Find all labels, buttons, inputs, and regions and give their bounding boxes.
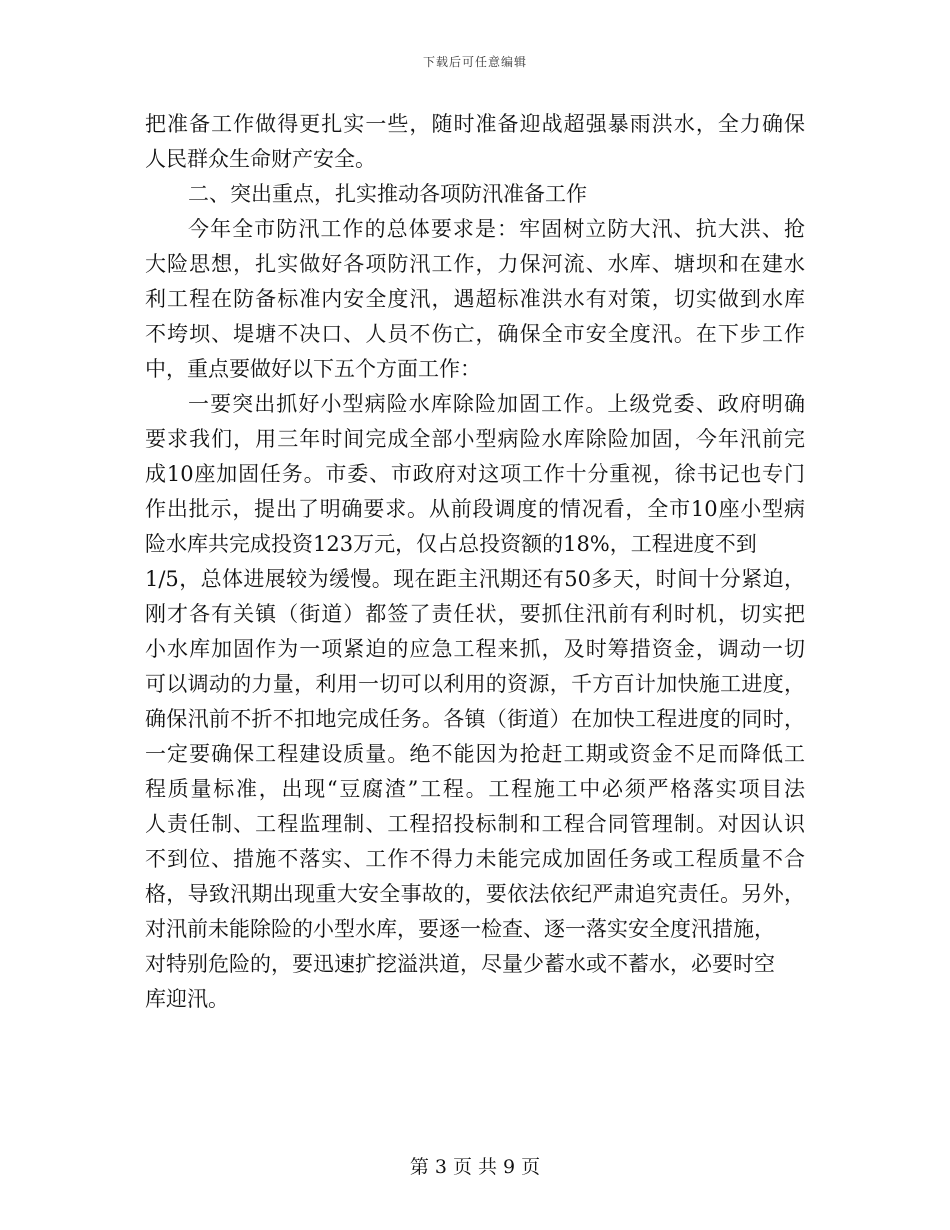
text-line: 格，导致汛期出现重大安全事故的，要依法依纪严肃追究责任。另外， — [145, 882, 805, 906]
document-body — [145, 107, 805, 1017]
text-line: 险水库共完成投资123万元，仅占总投资额的18%，工程进度不到 — [145, 532, 757, 556]
text-line: 可以调动的力量，利用一切可以利用的资源，千方百计加快施工进度， — [145, 672, 805, 696]
text-line: 刚才各有关镇（街道）都签了责任状，要抓住汛前有利时机，切实把 — [145, 602, 805, 626]
text-line: 不到位、措施不落实、工作不得力未能完成加固任务或工程质量不合 — [145, 847, 805, 871]
current-page: 3 — [434, 1156, 447, 1178]
text-line: 确保汛前不折不扣地完成任务。各镇（街道）在加快工程进度的同时， — [145, 707, 805, 731]
text-line: 人责任制、工程监理制、工程招投标制和工程合同管理制。对因认识 — [145, 812, 805, 836]
text-line: 小水库加固作为一项紧迫的应急工程来抓，及时筹措资金，调动一切 — [145, 637, 805, 661]
text-line: 一要突出抓好小型病险水库除险加固工作。上级党委、政府明确 — [188, 392, 805, 416]
text-line: 把准备工作做得更扎实一些，随时准备迎战超强暴雨洪水，全力确保 — [145, 112, 805, 136]
text-line: 对特别危险的，要迅速扩挖溢洪道，尽量少蓄水或不蓄水，必要时空 — [145, 952, 775, 976]
text-line: 程质量标准，出现“豆腐渣”工程。工程施工中必须严格落实项目法 — [145, 777, 805, 801]
section-heading: 二、突出重点，扎实推动各项防汛准备工作 — [188, 182, 587, 206]
text-line: 利工程在防备标准内安全度汛，遇超标准洪水有对策，切实做到水库 — [145, 287, 805, 311]
text-line: 不垮坝、堤塘不决口、人员不伤亡，确保全市安全度汛。在下步工作 — [145, 322, 805, 346]
text-line: 1/5，总体进展较为缓慢。现在距主汛期还有50多天，时间十分紧迫， — [145, 567, 805, 591]
page-mid: 页 共 — [452, 1156, 498, 1178]
text-line: 一定要确保工程建设质量。绝不能因为抢赶工期或资金不足而降低工 — [145, 742, 805, 766]
total-pages: 9 — [503, 1156, 516, 1178]
text-line: 对汛前未能除险的小型水库，要逐一检查、逐一落实安全度汛措施， — [145, 917, 775, 941]
text-line: 作出批示，提出了明确要求。从前段调度的情况看，全市10座小型病 — [145, 497, 805, 521]
text-line: 库迎汛。 — [145, 987, 229, 1011]
text-line: 今年全市防汛工作的总体要求是：牢固树立防大汛、抗大洪、抢 — [188, 217, 805, 241]
page-prefix: 第 — [409, 1156, 429, 1178]
header-note: 下载后可任意编辑 — [422, 55, 527, 69]
page-number — [0, 1152, 950, 1179]
text-line: 要求我们，用三年时间完成全部小型病险水库除险加固，今年汛前完 — [145, 427, 805, 451]
text-line: 中，重点要做好以下五个方面工作： — [145, 357, 481, 381]
text-line: 大险思想，扎实做好各项防汛工作，力保河流、水库、塘坝和在建水 — [145, 252, 805, 276]
text-line: 成10座加固任务。市委、市政府对这项工作十分重视，徐书记也专门 — [145, 462, 805, 486]
page-suffix: 页 — [521, 1156, 541, 1178]
text-line: 人民群众生命财产安全。 — [145, 147, 376, 171]
